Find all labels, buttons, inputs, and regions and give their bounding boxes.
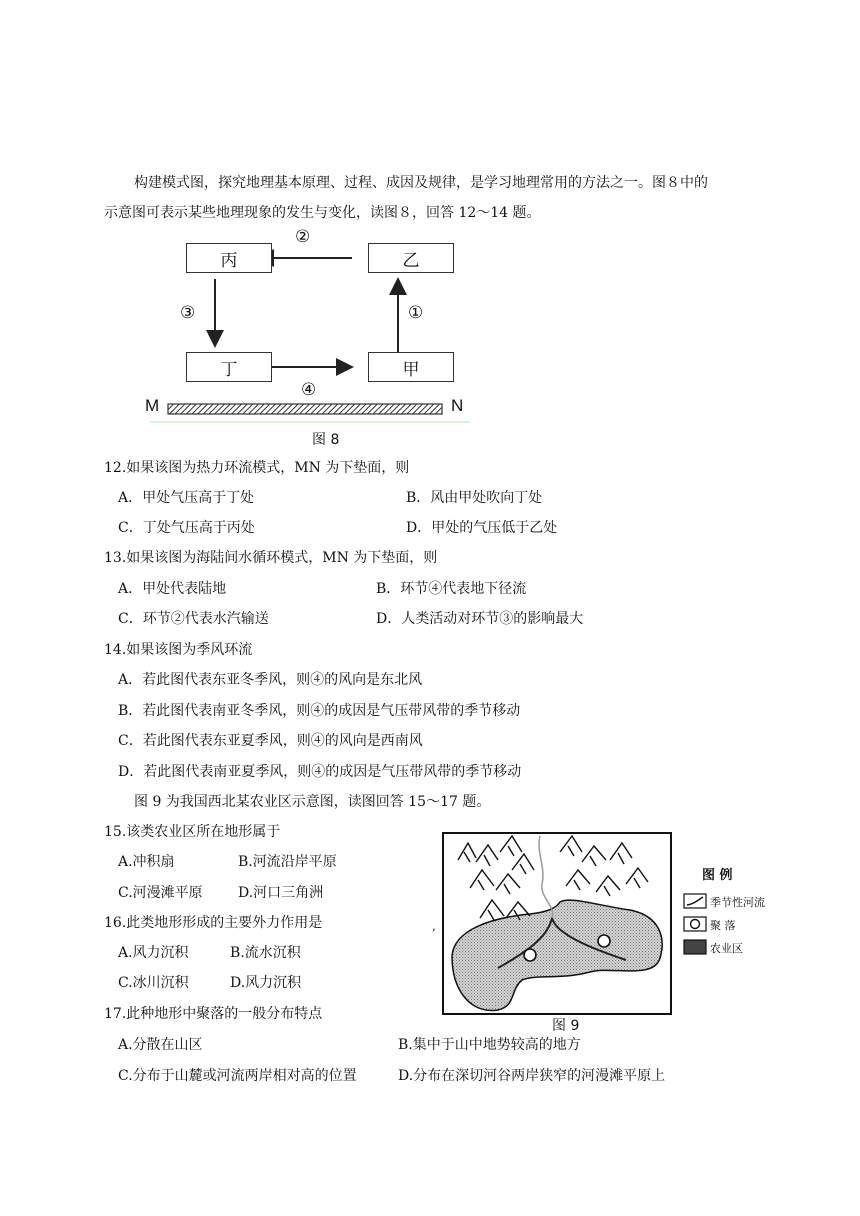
q15-option-c: C.河漫滩平原 (118, 885, 203, 901)
q15-option-d: D.河口三角洲 (238, 885, 324, 901)
q17-option-c: C.分布于山麓或河流两岸相对高的位置 (118, 1068, 357, 1084)
q12-option-b: B．风由甲处吹向丁处 (406, 490, 543, 506)
legend-river-symbol (684, 894, 706, 908)
q15-option-a: A.冲积扇 (118, 854, 175, 870)
stray-mark: , (432, 919, 436, 933)
q13-option-a: A．甲处代表陆地 (118, 581, 227, 597)
arrow-1-label: ① (408, 303, 424, 323)
q16-option-a: A.风力沉积 (118, 945, 189, 961)
settlement-1 (524, 949, 536, 961)
box-jia: 甲 (368, 352, 454, 382)
q15-stem: 15.该类农业区所在地形属于 (104, 824, 281, 840)
intro-line-1: 构建模式图，探究地理基本原理、过程、成因及规律，是学习地理常用的方法之一。图８中的 (134, 175, 708, 191)
q13-option-b: B．环节④代表地下径流 (376, 581, 527, 597)
q16-option-b: B.流水沉积 (230, 945, 301, 961)
intro-line-2: 示意图可表示某些地理现象的发生与变化，读图８，回答 12～14 题。 (104, 205, 541, 221)
q17-option-b: B.集中于山中地势较高的地方 (398, 1037, 581, 1053)
box-bing: 丙 (186, 243, 272, 273)
label-m: M (145, 396, 160, 415)
q12-option-d: D．甲处的气压低于乙处 (406, 520, 558, 536)
q14-stem: 14.如果该图为季风环流 (104, 642, 253, 658)
arrow-4-label: ④ (301, 380, 317, 400)
q13-stem: 13.如果该图为海陆间水循环模式，MN 为下垫面，则 (104, 550, 438, 566)
q17-stem: 17.此种地形中聚落的一般分布特点 (104, 1006, 323, 1022)
legend-farm-symbol (684, 940, 706, 954)
q13-option-c: C．环节②代表水汽输送 (118, 611, 269, 627)
q16-option-d: D.风力沉积 (230, 975, 302, 991)
q15-option-b: B.河流沿岸平原 (238, 854, 337, 870)
arrow-3-label: ③ (180, 303, 196, 323)
legend-item-farm: 农业区 (710, 942, 743, 955)
q14-option-c: C．若此图代表东亚夏季风，则④的风向是西南风 (118, 733, 423, 749)
q17-option-d: D.分布在深切河谷两岸狭窄的河漫滩平原上 (398, 1068, 666, 1084)
arrow-2-label: ② (295, 227, 311, 247)
q12-stem: 12.如果该图为热力环流模式，MN 为下垫面，则 (104, 460, 410, 476)
settlement-2 (598, 935, 610, 947)
q16-option-c: C.冰川沉积 (118, 975, 189, 991)
q14-option-d: D．若此图代表南亚夏季风，则④的成因是气压带风带的季节移动 (118, 764, 522, 780)
label-n: N (451, 396, 464, 415)
intro-2: 图 9 为我国西北某农业区示意图，读图回答 15～17 题。 (134, 794, 491, 810)
q12-option-a: A．甲处气压高于丁处 (118, 490, 255, 506)
q14-option-a: A．若此图代表东亚冬季风，则④的风向是东北风 (118, 672, 423, 688)
q17-option-a: A.分散在山区 (118, 1037, 203, 1053)
figure-9-caption: 图 9 (552, 1018, 580, 1034)
q12-option-c: C．丁处气压高于丙处 (118, 520, 255, 536)
q14-option-b: B．若此图代表南亚冬季风，则④的成因是气压带风带的季节移动 (118, 703, 521, 719)
q13-option-d: D．人类活动对环节③的影响最大 (376, 611, 584, 627)
box-ding: 丁 (186, 352, 272, 382)
legend-item-river: 季节性河流 (710, 896, 765, 909)
legend-item-settlement: 聚 落 (710, 919, 736, 932)
q16-stem: 16.此类地形形成的主要外力作用是 (104, 915, 323, 931)
box-yi: 乙 (368, 243, 454, 273)
legend-title: 图 例 (702, 868, 733, 883)
figure-8-caption: 图 8 (312, 432, 340, 448)
